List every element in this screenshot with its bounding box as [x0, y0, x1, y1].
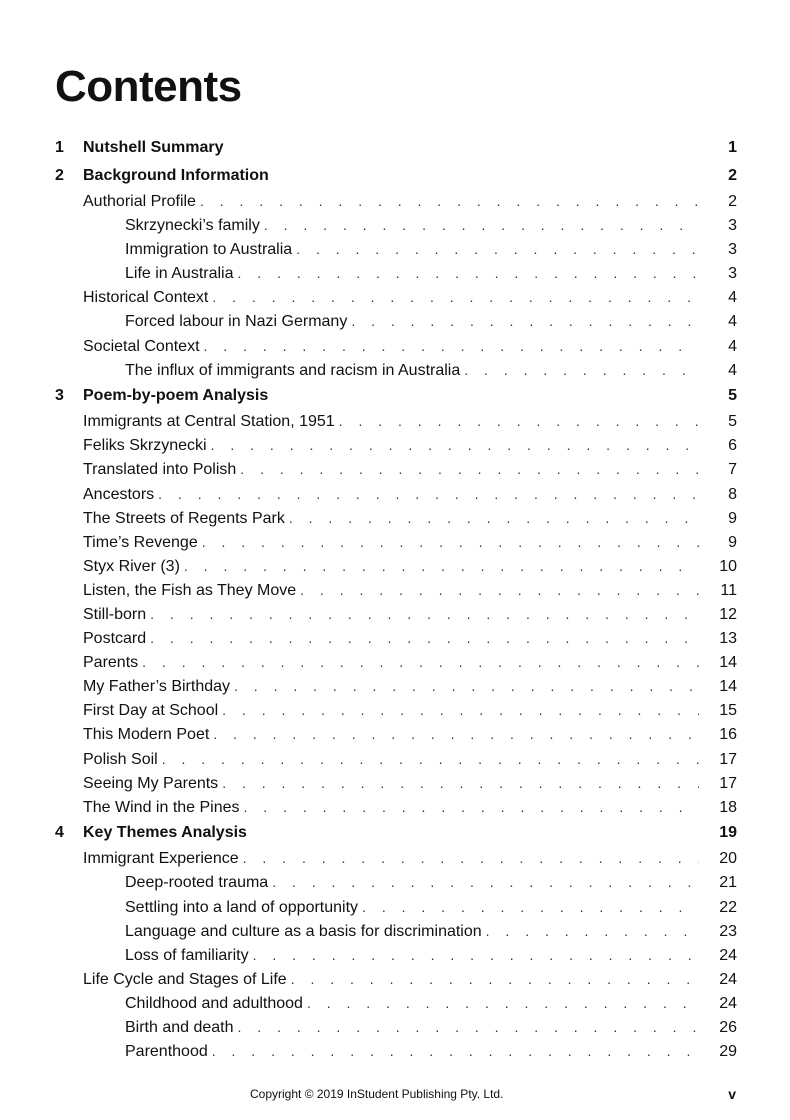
- toc-entry: [125, 213, 737, 238]
- toc-entry: [83, 722, 737, 747]
- toc-entry: [83, 334, 737, 359]
- toc-entry: [125, 991, 737, 1016]
- toc-entry: [125, 358, 737, 383]
- page-number-ref: 3: [728, 241, 737, 259]
- page-number-ref: 29: [719, 1043, 737, 1061]
- section-title: Childhood and adulthood: [125, 994, 303, 1012]
- toc-entry: [83, 967, 737, 992]
- page-number-ref: 24: [719, 994, 737, 1012]
- toc-entry-row[interactable]: [55, 213, 737, 237]
- dot-leader: [238, 261, 699, 285]
- toc-chapter-row[interactable]: [55, 134, 737, 162]
- section-title: The Streets of Regents Park: [83, 509, 285, 527]
- dot-leader: [253, 943, 699, 967]
- dot-leader: [162, 747, 699, 771]
- dot-leader: [240, 457, 699, 481]
- toc-entry: [83, 433, 737, 458]
- section-title: Forced labour in Nazi Germany: [125, 313, 348, 331]
- section-title: Parenthood: [125, 1043, 208, 1061]
- toc-entry-row[interactable]: [55, 578, 737, 602]
- toc-entry: [83, 162, 737, 190]
- toc-entry: [83, 457, 737, 482]
- section-title: Authorial Profile: [83, 193, 196, 210]
- toc-entry-row[interactable]: [55, 991, 737, 1015]
- toc-entry: [83, 578, 737, 603]
- page-number-ref: 17: [719, 750, 737, 768]
- page-number-ref: 20: [719, 850, 737, 868]
- section-title: Birth and death: [125, 1019, 234, 1036]
- page-number-ref: 24: [719, 946, 737, 964]
- page-number-ref: 9: [728, 533, 737, 551]
- toc-entry-row[interactable]: [55, 870, 737, 894]
- dot-leader: [307, 991, 699, 1015]
- dot-leader: [234, 674, 699, 698]
- toc-entry-row[interactable]: [55, 747, 737, 771]
- toc-entry-row[interactable]: [55, 554, 737, 578]
- toc-entry: [125, 895, 737, 920]
- toc-entry: [83, 189, 737, 214]
- chapter-title: Key Themes Analysis: [83, 823, 247, 841]
- section-title: Listen, the Fish as They Move: [83, 581, 297, 599]
- page-number-ref: 6: [728, 437, 737, 455]
- toc-entry-row[interactable]: [55, 967, 737, 991]
- dot-leader: [238, 1015, 699, 1039]
- chapter-title: Poem-by-poem Analysis: [83, 386, 269, 404]
- copyright-notice: Copyright © 2019 InStudent Publishing Pty. Ltd.: [250, 1087, 504, 1101]
- chapter-number: 3: [55, 386, 64, 404]
- section-title: Still-born: [83, 606, 147, 623]
- toc-chapter-row[interactable]: [55, 382, 737, 410]
- toc-chapter-row[interactable]: [55, 819, 737, 847]
- page-number-ref: 16: [719, 726, 737, 744]
- page-number-ref: 3: [728, 265, 737, 283]
- dot-leader: [211, 433, 699, 457]
- toc-entry: [83, 846, 737, 871]
- toc-entry-row[interactable]: [55, 795, 737, 819]
- section-title: The influx of immigrants and racism in Australia: [125, 361, 461, 379]
- page-number-ref: 15: [719, 702, 737, 720]
- dot-leader: [184, 554, 699, 578]
- dot-leader: [212, 285, 699, 309]
- dot-leader: [464, 358, 699, 382]
- dot-leader: [289, 506, 699, 530]
- page-number-ref: 3: [728, 217, 737, 235]
- page-number-ref: 13: [719, 630, 737, 648]
- toc-entry-row[interactable]: [55, 674, 737, 698]
- page-number-ref: 24: [719, 970, 737, 988]
- section-title: Immigration to Australia: [125, 241, 293, 259]
- section-title: Seeing My Parents: [83, 774, 219, 792]
- toc-entry: [83, 602, 737, 627]
- section-title: Skrzynecki’s family: [125, 217, 260, 235]
- section-title: First Day at School: [83, 702, 219, 720]
- section-title: Polish Soil: [83, 750, 158, 768]
- page-number-ref: 9: [728, 509, 737, 527]
- page-number-ref: 5: [728, 386, 737, 404]
- dot-leader: [150, 602, 699, 626]
- page-number-ref: 4: [728, 361, 737, 379]
- toc-entry-row[interactable]: [55, 285, 737, 309]
- dot-leader: [158, 482, 699, 506]
- dot-leader: [222, 771, 699, 795]
- page-number-ref: 22: [719, 898, 737, 916]
- page-number-ref: 14: [719, 678, 737, 696]
- toc-entry-row[interactable]: [55, 626, 737, 650]
- dot-leader: [351, 309, 699, 333]
- section-title: Life Cycle and Stages of Life: [83, 970, 287, 988]
- dot-leader: [150, 626, 699, 650]
- page-number-ref: 18: [719, 798, 737, 816]
- toc-entry-row[interactable]: [55, 309, 737, 333]
- chapter-number: 4: [55, 823, 64, 841]
- chapter-title: Nutshell Summary: [83, 139, 224, 156]
- toc-entry: [83, 554, 737, 579]
- toc-entry: [125, 309, 737, 334]
- toc-entry-row[interactable]: [55, 409, 737, 433]
- toc-entry: [83, 747, 737, 772]
- dot-leader: [291, 967, 699, 991]
- page-number-ref: 7: [728, 461, 737, 479]
- toc-entry: [83, 409, 737, 434]
- toc-entry-row[interactable]: [55, 482, 737, 506]
- toc-entry-row[interactable]: [55, 334, 737, 358]
- section-title: Settling into a land of opportunity: [125, 898, 359, 916]
- toc-entry: [83, 382, 737, 410]
- toc-entry: [125, 943, 737, 968]
- toc-entry-row[interactable]: [55, 358, 737, 382]
- toc-entry: [125, 261, 737, 286]
- page-number-ref: 2: [728, 193, 737, 210]
- page-number-ref: 4: [728, 289, 737, 307]
- toc-entry: [83, 795, 737, 820]
- toc-entry: [125, 919, 737, 944]
- toc-entry-row[interactable]: [55, 771, 737, 795]
- dot-leader: [264, 213, 699, 237]
- page-number-ref: 11: [720, 581, 737, 599]
- dot-leader: [486, 919, 699, 943]
- toc-entry: [83, 134, 737, 162]
- toc-entry-row[interactable]: [55, 506, 737, 530]
- toc-chapter-row[interactable]: [55, 162, 737, 190]
- dot-leader: [272, 870, 699, 894]
- toc-entry: [125, 1015, 737, 1040]
- dot-leader: [243, 846, 699, 870]
- dot-leader: [213, 722, 699, 746]
- page-number-ref: 10: [719, 557, 737, 575]
- section-title: Deep-rooted trauma: [125, 874, 269, 892]
- section-title: Loss of familiarity: [125, 946, 249, 964]
- toc-entry: [83, 771, 737, 796]
- toc-entry: [83, 626, 737, 651]
- page-number-ref: 5: [728, 413, 737, 431]
- section-title: This Modern Poet: [83, 726, 210, 744]
- toc-entry: [83, 530, 737, 555]
- page-number-ref: 1: [728, 139, 737, 156]
- toc-entry: [125, 870, 737, 895]
- section-title: Immigrant Experience: [83, 850, 239, 868]
- toc-entry-row[interactable]: [55, 602, 737, 626]
- dot-leader: [200, 189, 699, 213]
- toc-entry: [83, 506, 737, 531]
- section-title: Historical Context: [83, 289, 209, 307]
- chapter-number: 2: [55, 166, 64, 184]
- toc-entry-row[interactable]: [55, 189, 737, 213]
- dot-leader: [222, 698, 699, 722]
- page-number-ref: 8: [728, 485, 737, 503]
- toc-entry-row[interactable]: [55, 1039, 737, 1063]
- page-number-ref: 21: [719, 874, 737, 892]
- page-number-ref: 4: [728, 337, 737, 355]
- toc-entry-row[interactable]: [55, 895, 737, 919]
- page-number-ref: 17: [719, 774, 737, 792]
- toc-entry-row[interactable]: [55, 261, 737, 285]
- page-number-ref: 12: [719, 606, 737, 623]
- toc-entry: [83, 698, 737, 723]
- toc-entry: [83, 819, 737, 847]
- section-title: Translated into Polish: [83, 461, 237, 479]
- dot-leader: [212, 1039, 699, 1063]
- section-title: Societal Context: [83, 337, 200, 355]
- toc-entry-row[interactable]: [55, 457, 737, 481]
- dot-leader: [362, 895, 699, 919]
- page-number-ref: 19: [719, 823, 737, 841]
- section-title: My Father’s Birthday: [83, 678, 231, 696]
- dot-leader: [204, 334, 699, 358]
- section-title: Life in Australia: [125, 265, 234, 283]
- section-title: Styx River (3): [83, 557, 180, 575]
- toc-entry: [125, 1039, 737, 1064]
- dot-leader: [142, 650, 699, 674]
- toc-entry-row[interactable]: [55, 433, 737, 457]
- toc-entry: [125, 237, 737, 262]
- chapter-number: 1: [55, 139, 64, 156]
- toc-entry: [83, 650, 737, 675]
- page-number-ref: 23: [719, 922, 737, 940]
- section-title: Feliks Skrzynecki: [83, 437, 207, 455]
- dot-leader: [339, 409, 699, 433]
- toc-entry-row[interactable]: [55, 846, 737, 870]
- page-number-ref: 14: [719, 654, 737, 672]
- page-title: Contents: [55, 62, 242, 111]
- dot-leader: [202, 530, 699, 554]
- table-of-contents: [55, 134, 737, 1063]
- section-title: Time’s Revenge: [83, 533, 198, 551]
- page-number-ref: 2: [728, 166, 737, 184]
- page-number-ref: 4: [728, 313, 737, 331]
- section-title: Ancestors: [83, 485, 155, 503]
- toc-entry-row[interactable]: [55, 1015, 737, 1039]
- section-title: Postcard: [83, 630, 147, 648]
- toc-entry-row[interactable]: [55, 237, 737, 261]
- toc-entry-row[interactable]: [55, 943, 737, 967]
- page-number: v: [728, 1086, 736, 1102]
- section-title: Language and culture as a basis for discrimination: [125, 922, 482, 940]
- dot-leader: [300, 578, 699, 602]
- toc-entry-row[interactable]: [55, 919, 737, 943]
- dot-leader: [244, 795, 699, 819]
- section-title: Immigrants at Central Station, 1951: [83, 413, 335, 431]
- toc-entry-row[interactable]: [55, 722, 737, 746]
- toc-entry: [83, 674, 737, 699]
- toc-entry: [83, 482, 737, 507]
- chapter-title: Background Information: [83, 166, 269, 184]
- dot-leader: [296, 237, 699, 261]
- page-number-ref: 26: [719, 1019, 737, 1036]
- toc-entry-row[interactable]: [55, 530, 737, 554]
- section-title: The Wind in the Pines: [83, 798, 240, 816]
- toc-entry: [83, 285, 737, 310]
- section-title: Parents: [83, 654, 139, 672]
- toc-entry-row[interactable]: [55, 698, 737, 722]
- toc-entry-row[interactable]: [55, 650, 737, 674]
